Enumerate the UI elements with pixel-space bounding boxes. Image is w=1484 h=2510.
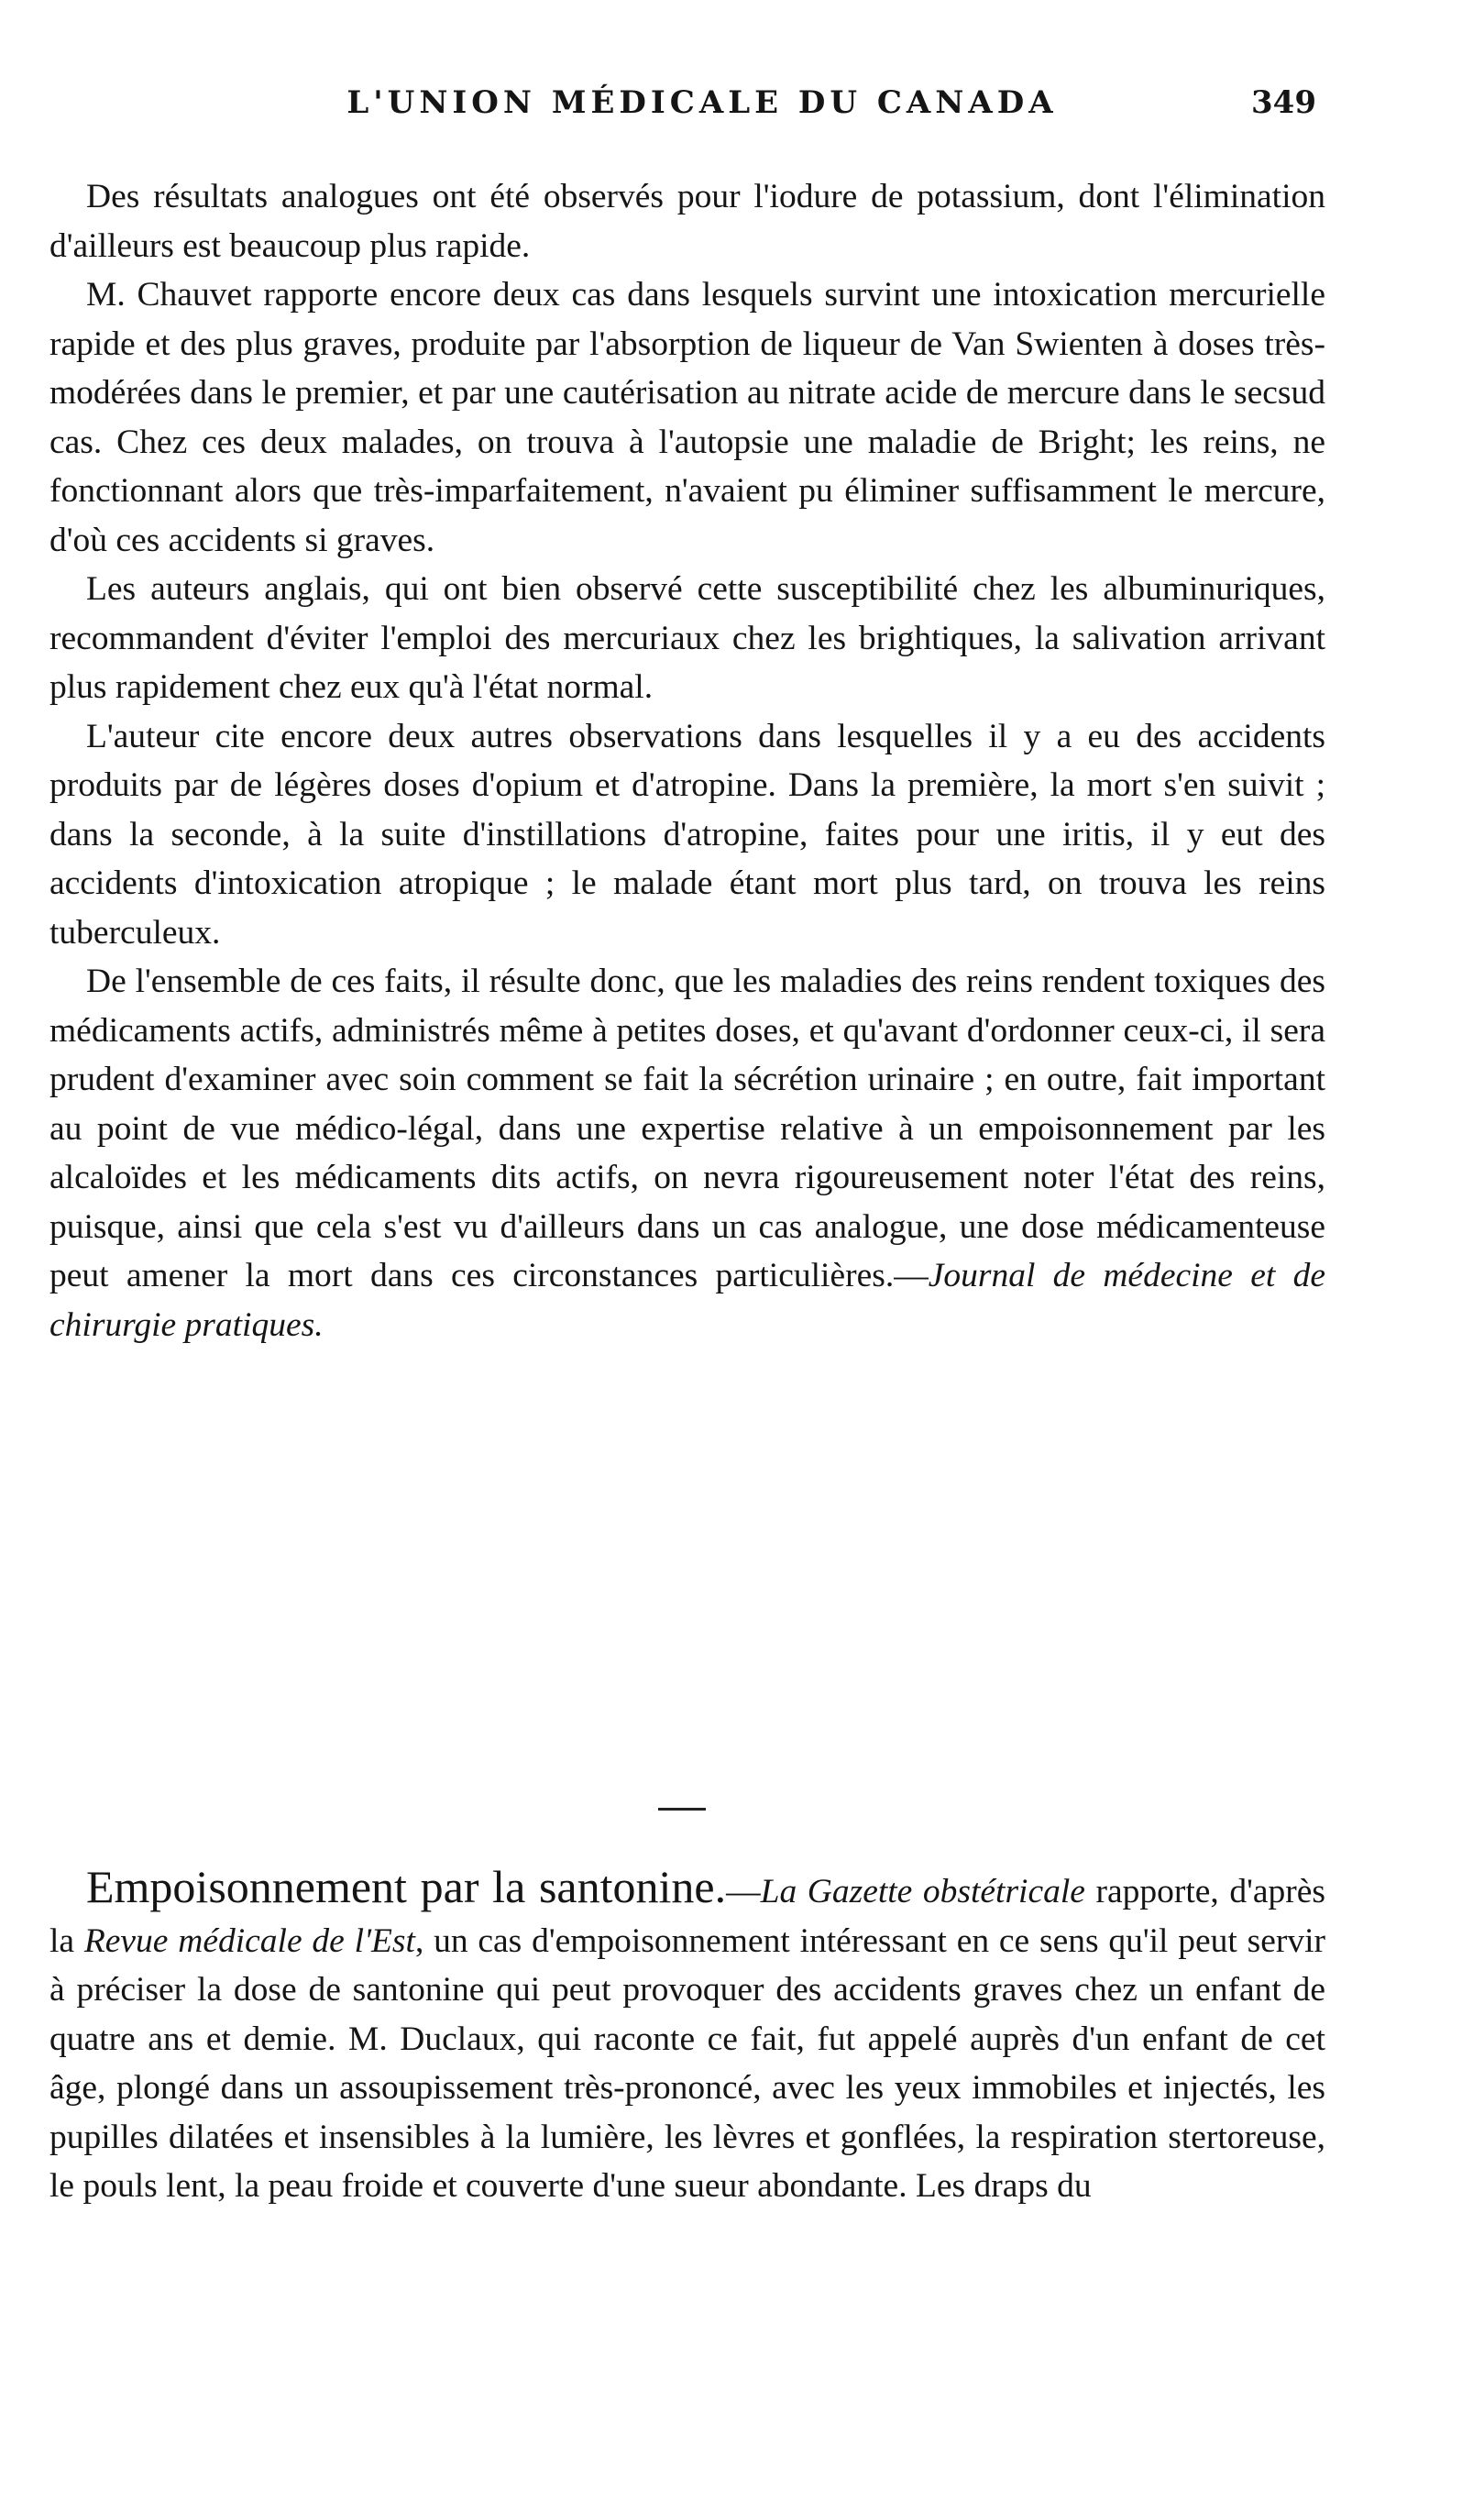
section-divider [658, 1808, 706, 1811]
section-paragraph [49, 1863, 1325, 2211]
title-dash: — [726, 1873, 761, 1910]
article-body [49, 172, 1325, 1349]
source-gazette: La Gazette obstétricale [760, 1873, 1085, 1910]
section-text-2: , un cas d'empoisonnement intéressant en ce sens qu'il peut servir à préciser la dose de santonine qui peut provoquer des accidents graves chez un enfant de quatre ans et demie. M. Duclaux, qui raconte ce fait, fut appelé auprès d'un enfant de cet âge, plongé dans un assoupissement très-prononcé, avec les yeux immobiles et injectés, les pupilles dilatées et insensibles à la lumière, les lèvres et gonflées, la respiration stertoreuse, le pouls lent, la peau froide et couverte d'une sueur abondante. Les draps du [49, 1921, 1325, 2205]
paragraph-5 [49, 957, 1325, 1349]
page-number: 349 [1251, 84, 1316, 121]
journal-title: L'UNION MÉDICALE DU CANADA [346, 84, 1058, 121]
paragraph-5-text: De l'ensemble de ces faits, il résulte donc, que les maladies des reins rendent toxiques des médicaments actifs, administrés même à petites doses, et qu'avant d'ordonner ceux-ci, il sera prudent d'examiner avec soin comment se fait la sécrétion urinaire ; en outre, fait important au point de vue médico-légal, dans une expertise relative à un empoisonnement par les alcaloïdes et les médicaments dits actifs, on nevra rigoureusement noter l'état des reins, puisque, ainsi que cela s'est vu d'ailleurs dans un cas analogue, une dose médicamenteuse peut amener la mort dans ces circonstances particulières.— [49, 963, 1325, 1294]
running-header [88, 84, 1316, 136]
section-text-1: rapporte, d'après la [49, 1873, 1326, 1960]
paragraph-4: L'auteur cite encore deux autres observations dans lesquelles il y a eu des accidents produits par de légères doses d'opium et d'atropine. Dans la première, la mort s'en suivit ; dans la seconde, à la suite d'instillations d'atropine, faites pour une iritis, il y eut des accidents d'intoxication atropique ; le malade étant mort plus tard, on trouva les reins tuberculeux. [49, 717, 1325, 952]
paragraph-5-source: Journal de médecine et de chirurgie pratiques. [49, 1257, 1325, 1344]
paragraph-1: Des résultats analogues ont été observés pour l'iodure de potassium, dont l'élimination d'ailleurs est beaucoup plus rapide. [49, 178, 1325, 265]
source-revue: Revue médicale de l'Est [83, 1921, 415, 1960]
paragraph-3: Les auteurs anglais, qui ont bien observé cette susceptibilité chez les albuminuriques, recommandent d'éviter l'emploi des mercuriaux chez les brightiques, la salivation arrivant plus rapidement chez eux qu'à l'état normal. [49, 570, 1325, 706]
paragraph-2: M. Chauvet rapporte encore deux cas dans lesquels survint une intoxication mercurielle rapide et des plus graves, produite par l'absorption de liqueur de Van Swienten à doses très-modérées dans le premier, et par une cautérisation au nitrate acide de mercure dans le secsud cas. Chez ces deux malades, on trouva à l'autopsie une maladie de Bright; les reins, ne fonctionnant alors que très-imparfaitement, n'avaient pu éliminer suffisamment le mercure, d'où ces accidents si graves. [49, 276, 1325, 559]
santonine-section [49, 1863, 1325, 2211]
section-title: Empoisonnement par la santonine. [86, 1861, 727, 1912]
